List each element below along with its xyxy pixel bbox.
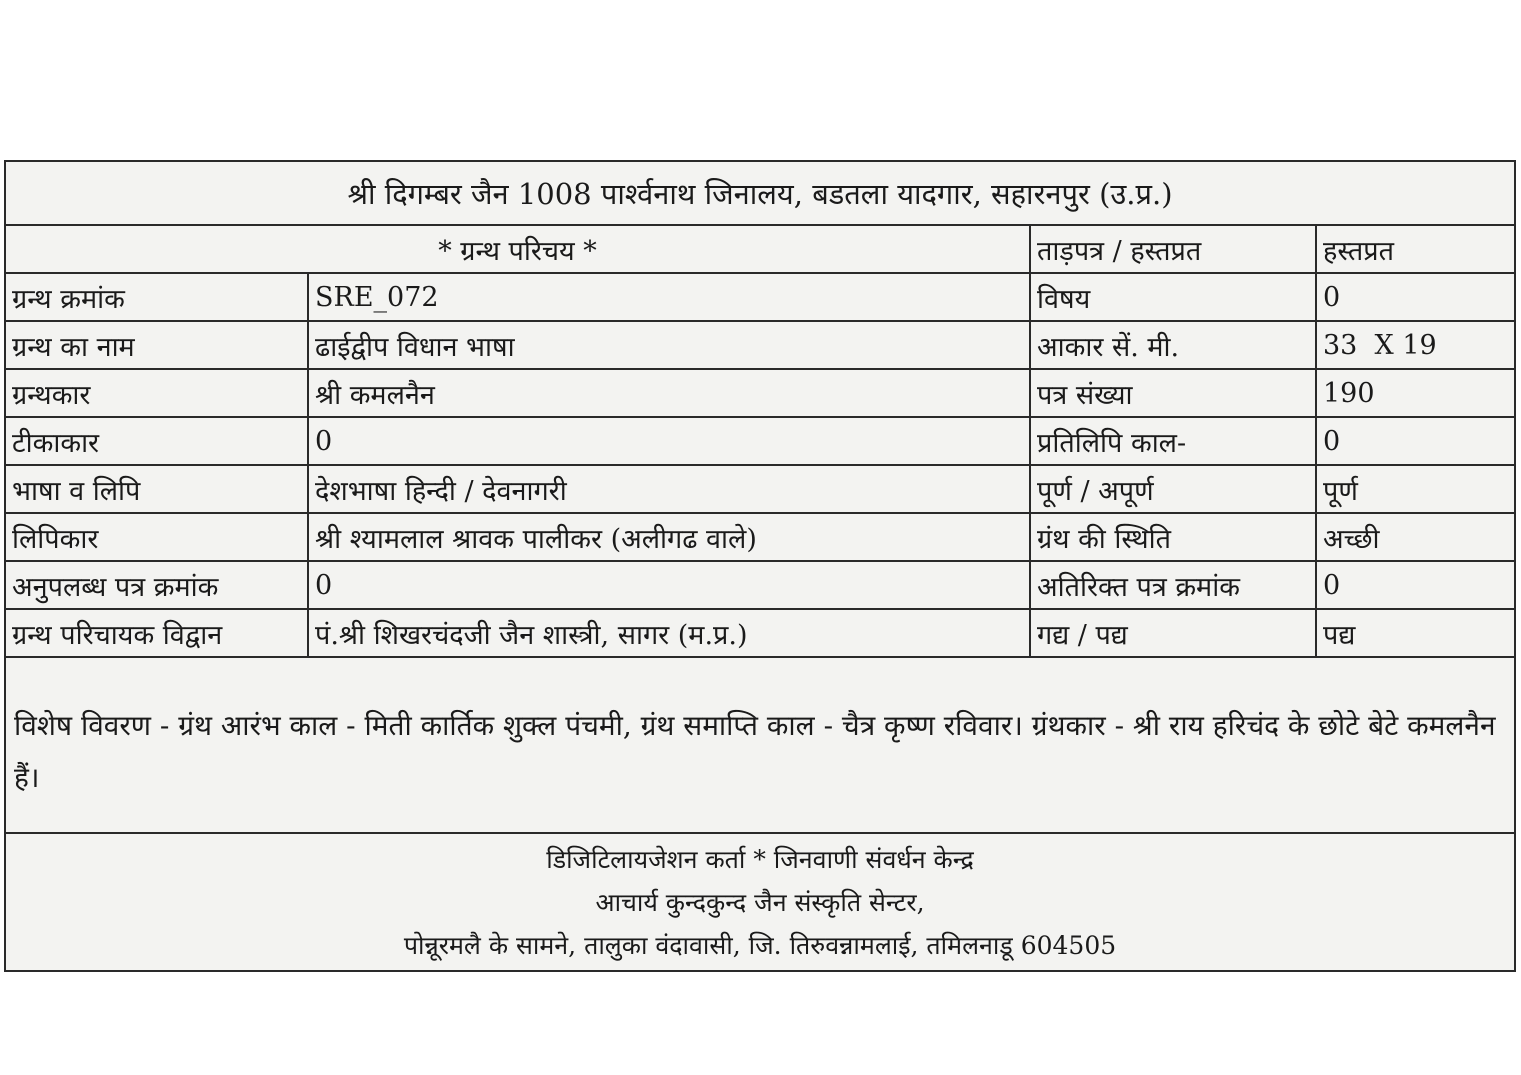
row-value-secondary: 33 X 19 xyxy=(1316,321,1514,369)
row-label-secondary: गद्य / पद्य xyxy=(1030,609,1316,657)
digitization-credits xyxy=(6,836,1514,972)
row-label: अनुपलब्ध पत्र क्रमांक xyxy=(6,561,308,609)
type-label: ताड़पत्र / हस्तप्रत xyxy=(1030,226,1316,273)
row-value: श्री श्यामलाल श्रावक पालीकर (अलीगढ वाले) xyxy=(308,513,1030,561)
row-label: भाषा व लिपि xyxy=(6,465,308,513)
row-label-secondary: अतिरिक्त पत्र क्रमांक xyxy=(1030,561,1316,609)
row-label-secondary: विषय xyxy=(1030,273,1316,321)
row-label: ग्रन्थ क्रमांक xyxy=(6,273,308,321)
row-value: श्री कमलनैन xyxy=(308,369,1030,417)
row-label: ग्रन्थ का नाम xyxy=(6,321,308,369)
credit-line-1: डिजिटिलायजेशन कर्ता * जिनवाणी संवर्धन केन्द्र xyxy=(546,845,974,874)
row-label-secondary: आकार सें. मी. xyxy=(1030,321,1316,369)
special-description: विशेष विवरण - ग्रंथ आरंभ काल - मिती कार्तिक शुक्ल पंचमी, ग्रंथ समाप्ति काल - चैत्र कृष्ण रविवार। ग्रंथकार - श्री राय हरिचंद के छोटे बेटे कमलनैन हैं। xyxy=(6,674,1514,834)
row-label: ग्रन्थकार xyxy=(6,369,308,417)
table-row xyxy=(6,609,1514,657)
row-value-secondary: पद्य xyxy=(1316,609,1514,657)
credit-line-2: आचार्य कुन्दकुन्द जैन संस्कृति सेन्टर, xyxy=(595,888,925,917)
intro-heading: * ग्रन्थ परिचय * xyxy=(6,226,1030,273)
table-row xyxy=(6,561,1514,609)
row-value-secondary: अच्छी xyxy=(1316,513,1514,561)
manuscript-info-table xyxy=(6,226,1514,658)
row-label-secondary: ग्रंथ की स्थिति xyxy=(1030,513,1316,561)
document-scan xyxy=(4,160,1516,972)
row-label: टीकाकार xyxy=(6,417,308,465)
row-value-secondary: 0 xyxy=(1316,561,1514,609)
row-value: SRE_072 xyxy=(308,273,1030,321)
row-value-secondary: 0 xyxy=(1316,417,1514,465)
row-value: पं.श्री शिखरचंदजी जैन शास्त्री, सागर (म.प्र.) xyxy=(308,609,1030,657)
table-row xyxy=(6,417,1514,465)
row-value-secondary: 190 xyxy=(1316,369,1514,417)
credit-line-3: पोन्नूरमलै के सामने, तालुका वंदावासी, जि. तिरुवन्नामलाई, तमिलनाडू 604505 xyxy=(403,931,1117,960)
row-label-secondary: पत्र संख्या xyxy=(1030,369,1316,417)
row-label: लिपिकार xyxy=(6,513,308,561)
row-value: 0 xyxy=(308,417,1030,465)
row-label-secondary: पूर्ण / अपूर्ण xyxy=(1030,465,1316,513)
row-value: ढाईद्वीप विधान भाषा xyxy=(308,321,1030,369)
table-row xyxy=(6,513,1514,561)
row-value: 0 xyxy=(308,561,1030,609)
table-row xyxy=(6,465,1514,513)
row-label: ग्रन्थ परिचायक विद्वान xyxy=(6,609,308,657)
table-row xyxy=(6,273,1514,321)
table-heading-row xyxy=(6,226,1514,273)
row-value-secondary: 0 xyxy=(1316,273,1514,321)
row-label-secondary: प्रतिलिपि काल- xyxy=(1030,417,1316,465)
type-value: हस्तप्रत xyxy=(1316,226,1514,273)
table-row xyxy=(6,369,1514,417)
temple-title: श्री दिगम्बर जैन 1008 पार्श्वनाथ जिनालय, बडतला यादगार, सहारनपुर (उ.प्र.) xyxy=(6,162,1514,226)
row-value-secondary: पूर्ण xyxy=(1316,465,1514,513)
row-value: देशभाषा हिन्दी / देवनागरी xyxy=(308,465,1030,513)
table-row xyxy=(6,321,1514,369)
